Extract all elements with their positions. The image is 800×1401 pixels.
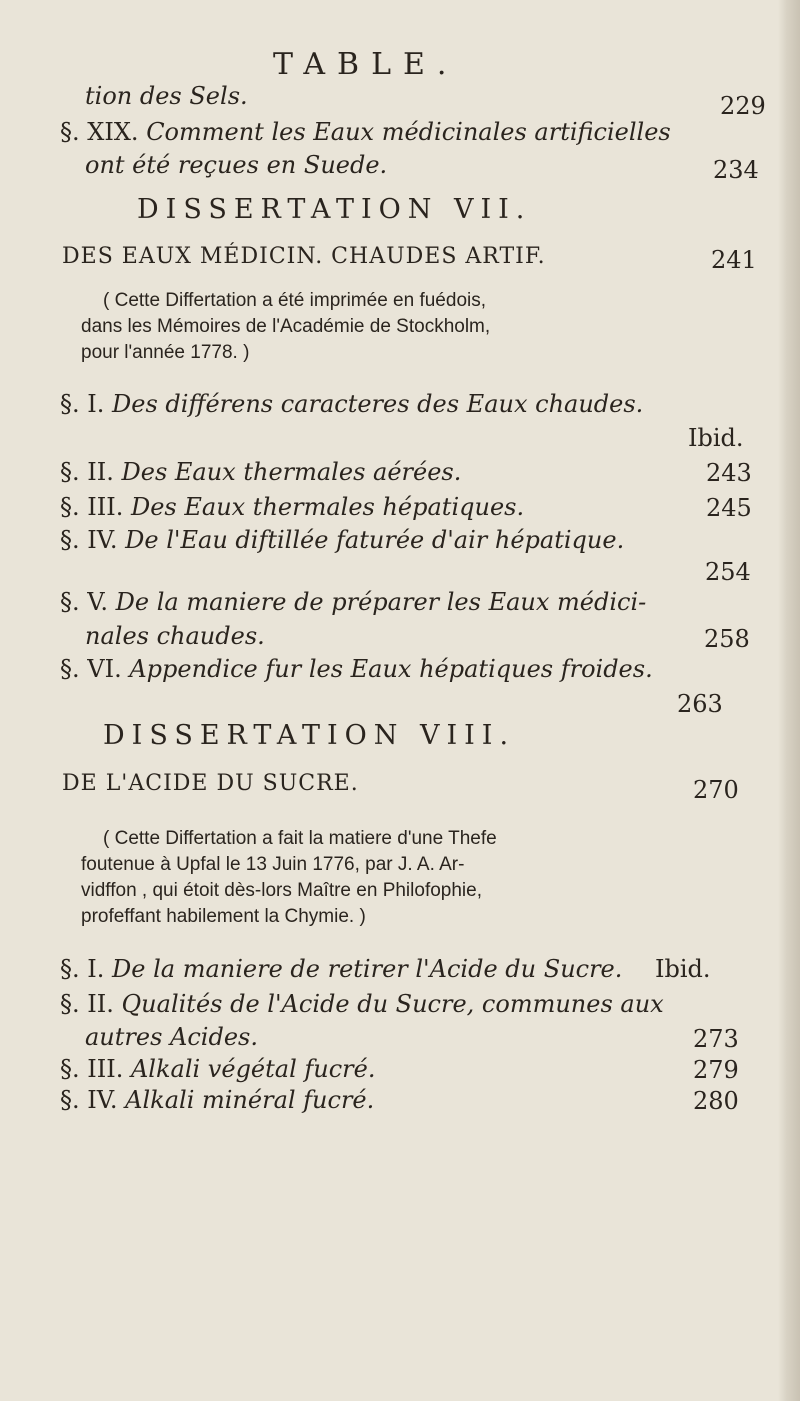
section-number: §. II. [60, 458, 114, 486]
entry-line [60, 495, 524, 519]
entry-line [60, 992, 664, 1016]
entry-page: 254 [705, 558, 751, 586]
section-number: §. III. [60, 1055, 124, 1083]
note-line: dans les Mémoires de l'Académie de Stockholm, [81, 316, 491, 337]
section-number: §. IV. [60, 526, 118, 554]
entry-line [60, 1088, 374, 1112]
entry-page: Ibid. [688, 424, 744, 452]
note-line: foutenue à Upfal le 13 Juin 1776, par J. A. Ar- [81, 854, 465, 875]
entry-line [60, 590, 646, 614]
section-title: De la maniere de retirer l'Acide du Sucre. [112, 955, 623, 983]
entry-line [60, 657, 653, 681]
section-number: §. XIX. [60, 118, 139, 146]
entry-page: 241 [711, 246, 757, 274]
section-number: §. II. [60, 990, 114, 1018]
section-title-cont: autres Acides. [85, 1023, 258, 1051]
note-line: ( Cette Differtation a fait la matiere d'une Thefe [103, 828, 497, 849]
section-title: Des différens caracteres des Eaux chaudes. [112, 390, 644, 418]
page-edge [778, 0, 800, 1401]
entry-line [60, 957, 622, 981]
entry-page: Ibid. [655, 955, 711, 983]
page-header: TABLE. [273, 47, 459, 82]
section-title: De l'Eau diftillée faturée d'air hépatique. [125, 526, 625, 554]
note-line: vidffon , qui étoit dès-lors Maître en Philofophie, [81, 880, 482, 901]
section-title: Appendice fur les Eaux hépatiques froides. [129, 655, 653, 683]
entry-page: 280 [693, 1087, 739, 1115]
entry-line [60, 528, 624, 552]
section-title: Des Eaux thermales hépatiques. [130, 493, 525, 521]
note-line: profeffant habilement la Chymie. ) [81, 906, 366, 927]
entry-line [60, 1057, 375, 1081]
dissertation-subject: DE L'ACIDE DU SUCRE. [62, 771, 359, 796]
section-title: De la maniere de préparer les Eaux médici- [115, 588, 647, 616]
dissertation-heading: DISSERTATION VII. [137, 194, 532, 225]
section-title-cont: nales chaudes. [85, 622, 265, 650]
section-number: §. V. [60, 588, 109, 616]
section-number: §. IV. [60, 1086, 118, 1114]
section-number: §. VI. [60, 655, 122, 683]
entry-line [60, 120, 671, 144]
section-number: §. III. [60, 493, 124, 521]
entry-page: 270 [693, 776, 739, 804]
entry-page: 245 [706, 494, 752, 522]
section-title: Alkali minéral fucré. [125, 1086, 375, 1114]
note-line: pour l'année 1778. ) [81, 342, 250, 363]
entry-page: 263 [677, 690, 723, 718]
entry-page: 234 [713, 156, 759, 184]
entry-page: 279 [693, 1056, 739, 1084]
entry-page: 258 [704, 625, 750, 653]
section-title: Comment les Eaux médicinales artificielles [146, 118, 671, 146]
entry-page: 229 [720, 92, 766, 120]
entry-continuation: tion des Sels. [85, 82, 248, 110]
section-title: Qualités de l'Acide du Sucre, communes aux [121, 990, 664, 1018]
entry-line [60, 460, 461, 484]
section-title-cont: ont été reçues en Suede. [85, 151, 388, 179]
section-title: Alkali végétal fucré. [130, 1055, 376, 1083]
dissertation-heading: DISSERTATION VIII. [103, 720, 516, 751]
note-line: ( Cette Differtation a été imprimée en fuédois, [103, 290, 487, 311]
entry-page: 243 [706, 459, 752, 487]
section-title: Des Eaux thermales aérées. [121, 458, 462, 486]
dissertation-subject: DES EAUX MÉDICIN. CHAUDES ARTIF. [62, 244, 546, 269]
entry-line [60, 392, 643, 416]
section-number: §. I. [60, 390, 105, 418]
entry-page: 273 [693, 1025, 739, 1053]
section-number: §. I. [60, 955, 105, 983]
